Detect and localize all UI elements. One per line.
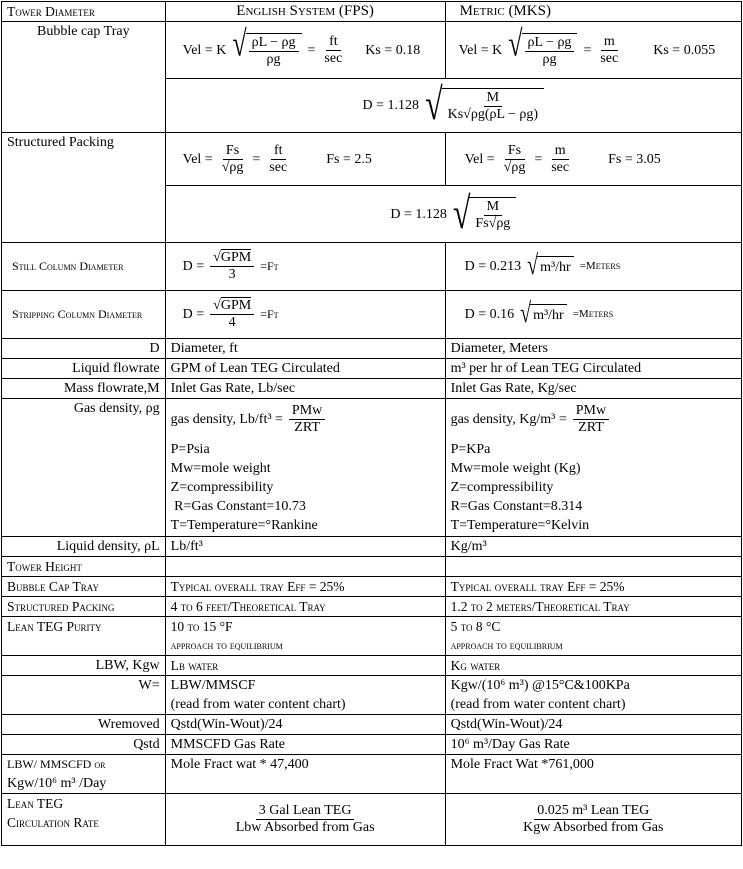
mole-label-2: Kgw/10⁶ m³ /Day [7, 776, 107, 791]
row-liquid-flow-label: Liquid flowrate [2, 359, 166, 379]
gas-eng-lhs: gas density, Lb/ft³ = [170, 412, 283, 427]
header-metric: Metric (MKS) [445, 2, 741, 22]
circ-eng-num: 3 Gal Lean TEG [256, 803, 355, 820]
structured-diameter-formula: D = 1.128 √ $\frac{M}{Fs√\rho g}$ [165, 186, 741, 243]
still-eng-unit: =Ft [260, 259, 279, 273]
sp-unit-den-met: sec [551, 159, 570, 175]
tower-design-table [1, 1, 742, 846]
ks-met: Ks = 0.055 [653, 42, 716, 58]
row-mass-flow-eng: Inlet Gas Rate, Lb/sec [165, 379, 445, 399]
rho-diff: ρL − ρg [249, 35, 299, 52]
w-eng [165, 676, 445, 715]
d-lhs: D = 1.128 [362, 98, 420, 113]
vel-lhs: Vel = K [182, 42, 227, 58]
gas-met-line: Mw=mole weight (Kg) [450, 461, 581, 476]
mole-label [2, 755, 166, 794]
rho-g: ρg [266, 51, 281, 67]
fs-eng: Fs = 2.5 [326, 151, 372, 167]
w-met-2: (read from water content chart) [450, 697, 626, 712]
w-label: W= [2, 676, 166, 715]
wremoved-met: Qstd(Win-Wout)/24 [445, 715, 741, 735]
ks-eng: Ks = 0.18 [365, 42, 421, 58]
stripping-met-formula: D = 0.16 √ m³/hr =Meters [445, 291, 741, 339]
header-tower-diameter: Tower Diameter [2, 2, 166, 22]
circ-met-num: 0.025 m³ Lean TEG [534, 803, 652, 820]
vel-lhs-met: Vel = K [458, 42, 503, 58]
still-met-formula: D = 0.213 √ m³/hr =Meters [445, 243, 741, 291]
sp-unit-num: ft [271, 143, 286, 160]
sp-d-num: M [484, 199, 502, 216]
gas-eng-line: T=Temperature=°Rankine [170, 518, 318, 533]
gas-met-line: R=Gas Constant=8.314 [450, 499, 583, 514]
w-eng-2: (read from water content chart) [170, 697, 346, 712]
strip-gpm: GPM [220, 298, 252, 313]
gas-den: ZRT [294, 420, 320, 435]
row-d-eng: Diameter, ft [165, 339, 445, 359]
d-den: Ks√ρg(ρL − ρg) [447, 107, 539, 122]
gas-eng-line: Mw=mole weight [170, 461, 271, 476]
lean-purity-label: Lean TEG Purity [2, 617, 166, 656]
fs-den: ρg [229, 159, 244, 175]
rho-diff-met: ρL − ρg [525, 35, 575, 52]
circulation-label-1: Lean TEG [7, 796, 64, 811]
sp-d-lhs: D = 1.128 [390, 206, 447, 222]
sp-d-den: Fs√ρg [475, 215, 511, 231]
still-met-unit: =Meters [579, 260, 621, 272]
stripping-eng-formula: D = $\frac{\text{√GPM}}{4}$ =Ft [165, 291, 445, 339]
qstd-met: 10⁶ m³/Day Gas Rate [445, 735, 741, 755]
row-mass-flow-met: Inlet Gas Rate, Kg/sec [445, 379, 741, 399]
strip-eng-unit: =Ft [260, 307, 279, 321]
circ-met-den: Kgw Absorbed from Gas [523, 820, 664, 835]
fs-num-met: Fs [505, 143, 524, 160]
strip-eng-lhs: D = [182, 307, 205, 322]
mole-met: Mole Fract Wat *761,000 [445, 755, 741, 794]
liquid-density-met: Kg/m³ [445, 537, 741, 557]
still-met-rad: m³/hr [537, 256, 574, 277]
strip-met-lhs: D = 0.16 [464, 307, 515, 322]
lean-purity-met-2: approach to equilibrium [450, 638, 563, 652]
structured-met-formula: Vel = $\frac{Fs}{√\rho g}$ = $\frac{m}{\sec}$ Fs = 3.05 [445, 133, 741, 186]
gas-den-met: ZRT [578, 420, 604, 435]
bubble-cap-tray-eng: Typical overall tray Eff = 25% [165, 577, 445, 597]
structured-packing-met: 1.2 to 2 meters/Theoretical Tray [445, 597, 741, 617]
lean-purity-eng-2: approach to equilibrium [170, 638, 283, 652]
circulation-met [445, 794, 741, 846]
row-liquid-flow-eng: GPM of Lean TEG Circulated [165, 359, 445, 379]
tower-height-label: Tower Height [2, 557, 166, 577]
gas-num: PMw [289, 403, 325, 420]
row-mass-flow-label: Mass flowrate,M [2, 379, 166, 399]
w-met [445, 676, 741, 715]
w-met-1: Kgw/(10⁶ m³) @15°C&100KPa [450, 678, 630, 693]
gas-met-lhs: gas density, Kg/m³ = [450, 412, 567, 427]
lbw-label: LBW, Kgw [2, 656, 166, 676]
bubble-cap-tray-label: Bubble Cap Tray [2, 577, 166, 597]
bubble-cap-met-formula: Vel = K √ $\frac{\rho L - \rho g}{\rho g}$ = $\frac{m}{\sec}$ Ks = 0.055 [445, 22, 741, 79]
row-d-met: Diameter, Meters [445, 339, 741, 359]
gas-density-eng [165, 399, 445, 537]
fs-met: Fs = 3.05 [608, 151, 661, 167]
row-liquid-flow-met: m³ per hr of Lean TEG Circulated [445, 359, 741, 379]
circulation-label-2: Circulation Rate [7, 815, 99, 830]
gas-density-label: Gas density, ρg [2, 399, 166, 537]
strip-met-rad: m³/hr [530, 304, 567, 325]
lbw-eng: Lb water [165, 656, 445, 676]
bubble-cap-label: Bubble cap Tray [2, 22, 166, 133]
rho-g-met: ρg [542, 51, 557, 67]
d-num: M [484, 90, 502, 107]
sp-unit-num-met: m [552, 143, 569, 160]
fs-den-met: ρg [511, 159, 526, 175]
lean-purity-eng-1: 10 to 15 °F [170, 619, 233, 634]
strip-den: 4 [228, 315, 236, 330]
wremoved-label: Wremoved [2, 715, 166, 735]
gas-met-line: T=Temperature=°Kelvin [450, 518, 590, 533]
mole-label-1: LBW/ MMSCFD or [7, 757, 106, 771]
still-eng-lhs: D = [182, 259, 205, 274]
circ-eng-den: Lbw Absorbed from Gas [235, 820, 375, 835]
gas-met-line: Z=compressibility [450, 480, 554, 495]
unit-num-met: m [601, 34, 618, 51]
w-eng-1: LBW/MMSCF [170, 678, 256, 693]
gas-density-met [445, 399, 741, 537]
structured-label: Structured Packing [2, 133, 166, 243]
still-met-lhs: D = 0.213 [464, 259, 522, 274]
wremoved-eng: Qstd(Win-Wout)/24 [165, 715, 445, 735]
strip-met-unit: =Meters [572, 308, 614, 320]
structured-eng-formula: Vel = $\frac{Fs}{√\rho g}$ = $\frac{ft}{\sec}$ Fs = 2.5 [165, 133, 445, 186]
unit-num: ft [326, 34, 341, 51]
sp-unit-den: sec [269, 159, 288, 175]
circulation-eng [165, 794, 445, 846]
header-english-system: English System (FPS) [165, 2, 445, 22]
liquid-density-eng: Lb/ft³ [165, 537, 445, 557]
unit-den-met: sec [600, 50, 619, 66]
lean-purity-met-1: 5 to 8 °C [450, 619, 501, 634]
fs-num: Fs [223, 143, 242, 160]
lean-purity-met [445, 617, 741, 656]
qstd-eng: MMSCFD Gas Rate [165, 735, 445, 755]
bubble-cap-eng-formula: Vel = K √ $\frac{\rho L - \rho g}{\rho g}$ = $\frac{ft}{\sec}$ Ks = 0.18 [165, 22, 445, 79]
liquid-density-label: Liquid density, ρL [2, 537, 166, 557]
circulation-label [2, 794, 166, 846]
still-label: Still Column Diameter [2, 243, 166, 291]
structured-packing-label: Structured Packing [2, 597, 166, 617]
qstd-label: Qstd [2, 735, 166, 755]
row-d-label: D [2, 339, 166, 359]
stripping-label: Stripping Column Diameter [2, 291, 166, 339]
gas-eng-line: P=Psia [170, 442, 210, 457]
bubble-cap-diameter-formula: D = 1.128 √ $\frac{M}{Ks√\rho g(\rho L - \rho g)}$ [165, 79, 741, 133]
still-gpm: GPM [220, 250, 252, 265]
still-eng-formula: D = $\frac{\text{√GPM}}{3}$ =Ft [165, 243, 445, 291]
lbw-met: Kg water [445, 656, 741, 676]
unit-den: sec [324, 50, 343, 66]
gas-met-line: P=KPa [450, 442, 491, 457]
gas-eng-line: Z=compressibility [170, 480, 274, 495]
sp-vel: Vel = [182, 151, 213, 167]
bubble-cap-tray-met: Typical overall tray Eff = 25% [445, 577, 741, 597]
still-den: 3 [228, 267, 236, 282]
lean-purity-eng [165, 617, 445, 656]
structured-packing-eng: 4 to 6 feet/Theoretical Tray [165, 597, 445, 617]
gas-eng-line: R=Gas Constant=10.73 [170, 499, 306, 514]
mole-eng: Mole Fract wat * 47,400 [165, 755, 445, 794]
gas-num-met: PMw [573, 403, 609, 420]
sp-vel-met: Vel = [464, 151, 495, 167]
